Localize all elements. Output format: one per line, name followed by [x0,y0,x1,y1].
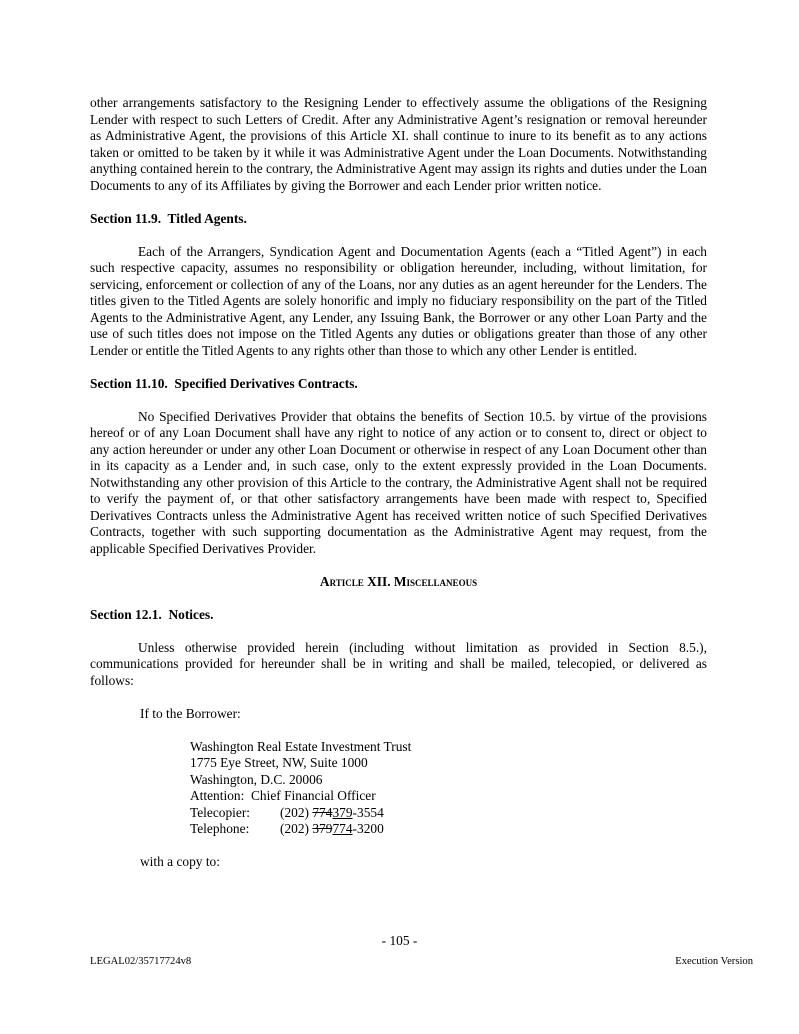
section-12-1-heading: Section 12.1. Notices. [90,606,214,622]
telecopier-area-code: (202) [280,804,313,820]
section-11-10-heading: Section 11.10. Specified Derivatives Contracts. [90,375,358,391]
page-footer [90,955,753,968]
borrower-intro-line: If to the Borrower: [140,705,241,721]
telephone-label: Telephone: [190,821,250,836]
page-number: - 105 - [381,933,418,948]
telephone-deleted-digits: 379 [312,821,333,836]
address-line-street: 1775 Eye Street, NW, Suite 1000 [190,755,368,770]
telephone-line [190,821,707,838]
telephone-number [280,821,384,836]
article-12-heading: Article XII. Miscellaneous [319,573,478,589]
address-line-company: Washington Real Estate Investment Trust [190,738,412,754]
section-11-9-heading: Section 11.9. Titled Agents. [90,210,247,226]
telecopier-inserted-digits: 379 [332,804,353,820]
address-line-city: Washington, D.C. 20006 [190,771,323,787]
copy-to-line: with a copy to: [140,854,220,869]
telecopier-number [280,805,384,820]
section-11-10-body: No Specified Derivatives Provider that obtains the benefits of Section 10.5. by virtue of the provisions hereof or of any Loan Document shall have any right to notice of any action or to consent to, direct or object to any action hereunder or under any other Loan Document or otherwise in respect of any Loan Document other than in its capacity as a Lender and, in such case, only to the extent expressly provided in the Loan Documents. Notwithstanding any other provision of this Article to the contrary, the Administrative Agent shall not be required to verify the payment of, or that other satisfactory arrangements have been made with respect to, Specified Derivatives Contracts unless the Administrative Agent has received written notice of such Specified Derivatives Contracts, together with such supporting documentation as the Administrative Agent may request, from the applicable Specified Derivatives Provider. [90,408,707,556]
borrower-address-block [190,739,707,838]
section-12-1-body: Unless otherwise provided herein (including without limitation as provided in Section 8.5.), communications provided for hereunder shall be in writing and shall be mailed, telecopied, or delivered as follows: [90,639,707,688]
section-11-9-body: Each of the Arrangers, Syndication Agent and Documentation Agents (each a “Titled Agent”) in each such respective capacity, assumes no responsibility or obligation hereunder, including, without limitation, for servicing, enforcement or collection of any of the Loans, nor any duties as an agent hereunder for the Lenders. The titles given to the Titled Agents are solely honorific and imply no fiduciary responsibility on the part of the Titled Agents to the Administrative Agent, any Lender, any Issuing Bank, the Borrower or any other Loan Party and the use of such titles does not impose on the Titled Agents any duties or obligations greater than those of any other Lender or entitle the Titled Agents to any rights other than those to which any other Lender is entitled. [90,243,707,358]
telephone-area-code: (202) [280,821,313,836]
continuation-paragraph: other arrangements satisfactory to the Resigning Lender to effectively assume the obligations of the Resigning Lender with respect to such Letters of Credit. After any Administrative Agent’s resignation or removal hereunder as Administrative Agent, the provisions of this Article XI. shall continue to inure to its benefit as to any actions taken or omitted to be taken by it while it was Administrative Agent under the Loan Documents. Notwithstanding anything contained herein to the contrary, the Administrative Agent may assign its rights and duties under the Loan Documents to any of its Affiliates by giving the Borrower and each Lender prior written notice. [90,95,707,193]
telecopier-suffix-digits: -3554 [352,804,384,820]
telecopier-label: Telecopier: [190,804,251,820]
footer-version-label: Execution Version [675,956,753,967]
telecopier-deleted-digits: 774 [312,804,333,820]
footer-document-id: LEGAL02/35717724v8 [90,956,192,967]
telephone-inserted-digits: 774 [332,821,353,836]
telephone-suffix-digits: -3200 [352,821,384,836]
telecopier-line [190,805,707,822]
address-line-attention: Attention: Chief Financial Officer [190,788,376,803]
